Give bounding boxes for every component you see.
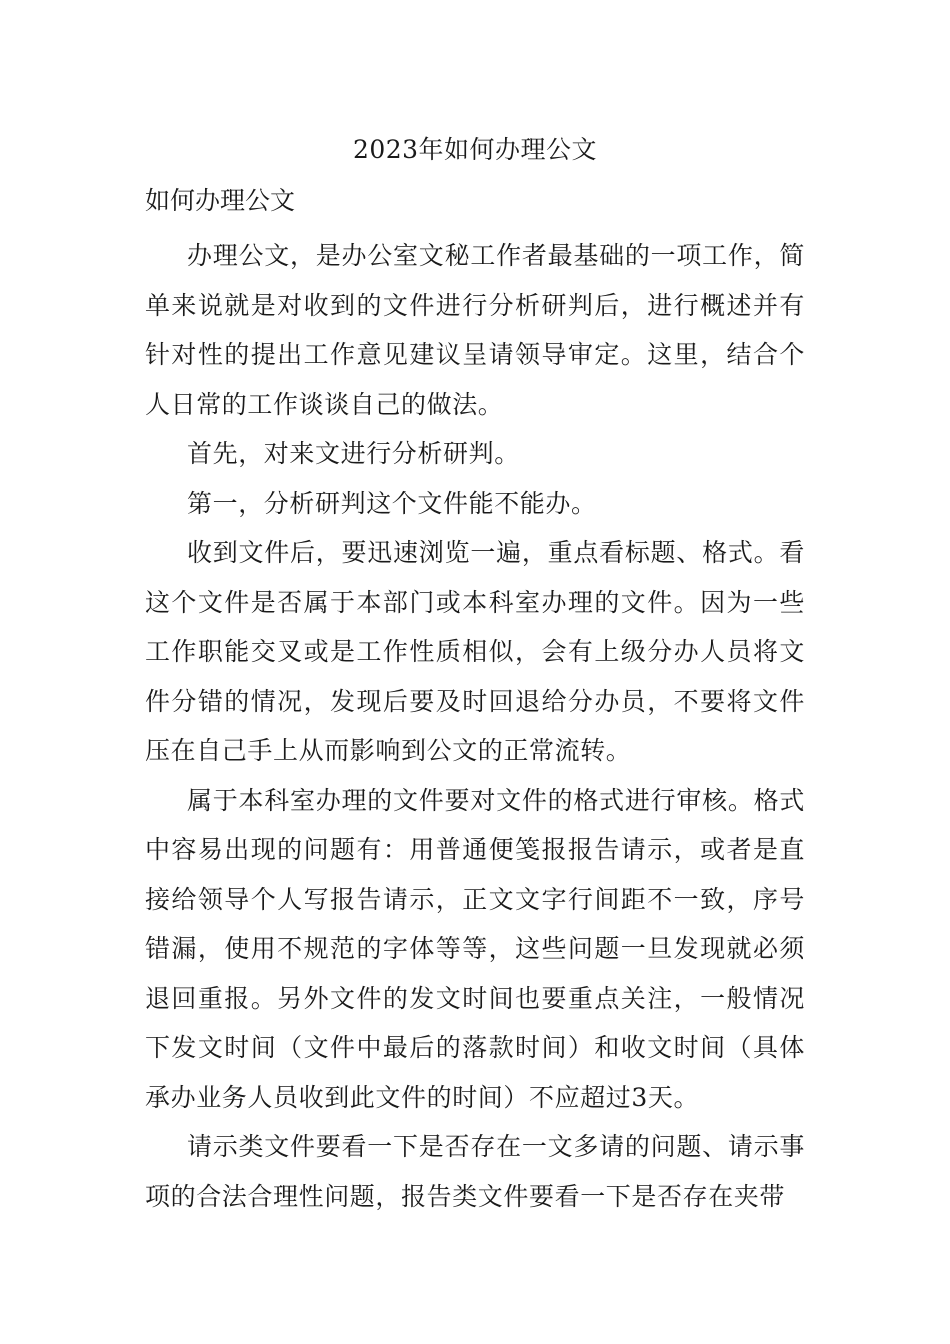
paragraph: 首先，对来文进行分析研判。 xyxy=(187,439,520,468)
paragraph: 第一，分析研判这个文件能不能办。 xyxy=(187,488,597,518)
document-title: 2023年如何办理公文 xyxy=(352,135,598,164)
paragraph: 办理公文，是办公室文秘工作者最基础的一项工作，简单来说就是对收到的文件进行分析研判后，进行概述并有针对性的提出工作意见建议呈请领导审定。这里，结合个人日常的工作谈谈自己的做法。 xyxy=(145,241,805,419)
document-subtitle: 如何办理公文 xyxy=(145,186,296,215)
paragraph: 请示类文件要看一下是否存在一文多请的问题、请示事项的合法合理性问题，报告类文件要看一下是否存在夹带 xyxy=(145,1132,805,1211)
paragraph: 属于本科室办理的文件要对文件的格式进行审核。格式中容易出现的问题有：用普通便笺报报告请示，或者是直接给领导个人写报告请示，正文文字行间距不一致，序号错漏，使用不规范的字体等等，这些问题一旦发现就必须退回重报。另外文件的发文时间也要重点关注，一般情况下发文时间（文件中最后的落款时间）和收文时间（具体承办业务人员收到此文件的时间）不应超过3天。 xyxy=(145,785,805,1112)
paragraph: 收到文件后，要迅速浏览一遍，重点看标题、格式。看这个文件是否属于本部门或本科室办理的文件。因为一些工作职能交叉或是工作性质相似，会有上级分办人员将文件分错的情况，发现后要及时回退给分办员，不要将文件压在自己手上从而影响到公文的正常流转。 xyxy=(145,538,805,765)
document-body xyxy=(145,231,805,1221)
